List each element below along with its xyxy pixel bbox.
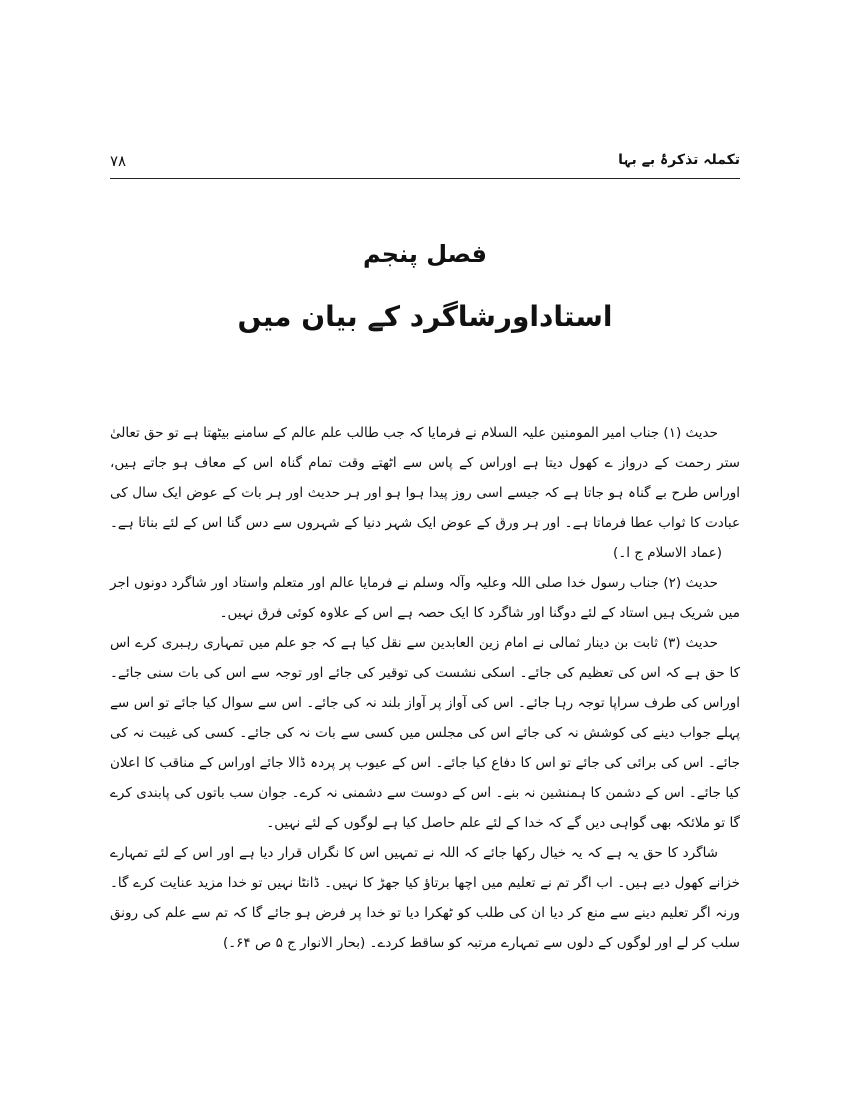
running-title: تکملہ تذکرۂ بے بہا — [618, 152, 740, 168]
page-number: ۷۸ — [110, 152, 127, 170]
paragraph — [110, 568, 740, 628]
running-header — [110, 148, 740, 178]
chapter-title: فصل پنجم — [362, 240, 488, 268]
paragraph-text: حدیث (۱) جناب امیر المومنین علیہ السلام نے فرمایا کہ جب طالب علم عالم کے سامنے بیٹھتا ہے تو حق تعالیٰ ستر رحمت کے درواز ے کھول دیتا ہے اوراس کے پاس سے اٹھتے وقت تمام گناہ اس کے معاف ہو جاتے ہیں، اوراس طرح بے گناہ ہو جاتا ہے کہ جیسے اسی روز پیدا ہوا ہو اور ہر حدیث اور ہر بات کے عوض ایک سال کی عبادت کا ثواب عطا فرماتا ہے۔ اور ہر ورق کے عوض ایک شہر دنیا کے شہروں سے دس گنا اس کے لئے بناتا ہے۔ — [110, 425, 740, 531]
paragraph — [110, 838, 740, 958]
citation: (عماد الاسلام ج ا۔) — [613, 545, 722, 561]
chapter-subtitle: استاداورشاگرد کے بیان میں — [237, 300, 613, 333]
paragraph-text: حدیث (۲) جناب رسول خدا صلی اللہ وعلیہ وآلہ وسلم نے فرمایا عالم اور متعلم واستاد اور شاگرد دونوں اجر میں شریک ہیں استاد کے لئے دوگنا اور شاگرد کا ایک حصہ ہے اس کے علاوہ کوئی فرق نہیں۔ — [110, 575, 740, 621]
paragraph — [110, 628, 740, 838]
paragraph — [110, 418, 740, 568]
paragraph-text: شاگرد کا حق یہ ہے کہ یہ خیال رکھا جائے کہ اللہ نے تمہیں اس کا نگراں قرار دیا ہے اور اس کے لئے تمہارے خزانے کھول دیے ہیں۔ اب اگر تم نے تعلیم میں اچھا برتاؤ کیا جھڑ کا نہیں۔ ڈانٹا نہیں تو خدا مزید عنایت کرے گا۔ ورنہ اگر تعلیم دینے سے منع کر دیا ان کی طلب کو ٹھکرا دیا تو خدا پر فرض ہو جائے گا کہ تم سے علم کی رونق سلب کر لے اور لوگوں کے دلوں سے تمہارے مرتبہ کو ساقط کردے۔ (بحار الانوار ج ۵ ص ۶۴۔) — [110, 845, 740, 951]
paragraph-text: حدیث (۳) ثابت بن دینار ثمالی نے امام زین العابدین سے نقل کیا ہے کہ جو علم میں تمہاری رہبری کرے اس کا حق ہے کہ اس کی تعظیم کی جائے۔ اسکی نشست کی توقیر کی جائے اور توجہ سے اس کی بات سنی جائے۔ اوراس کی طرف سراپا توجہ رہا جائے۔ اس کی آواز پر آواز بلند نہ کی جائے۔ اس سے سوال کیا جائے تو اس سے پہلے جواب دینے کی کوشش نہ کی جائے اس کی مجلس میں کسی سے بات نہ کی جائے۔ کسی کی غیبت نہ کی جائے۔ اس کی برائی کی جائے تو اس کا دفاع کیا جائے۔ اس کے عیوب پر پردہ ڈالا جائے اوراس کے مناقب کا اعلان کیا جائے۔ اس کے دشمن کا ہمنشین نہ بنے۔ اس کے دوست سے دشمنی نہ کرے۔ جوان سب باتوں کی پابندی کرے گا تو ملائکہ بھی گواہی دیں گے کہ خدا کے لئے علم حاصل کیا ہے لوگوں کے لئے نہیں۔ — [110, 635, 740, 831]
body-text — [110, 418, 740, 958]
header-rule — [110, 178, 740, 179]
